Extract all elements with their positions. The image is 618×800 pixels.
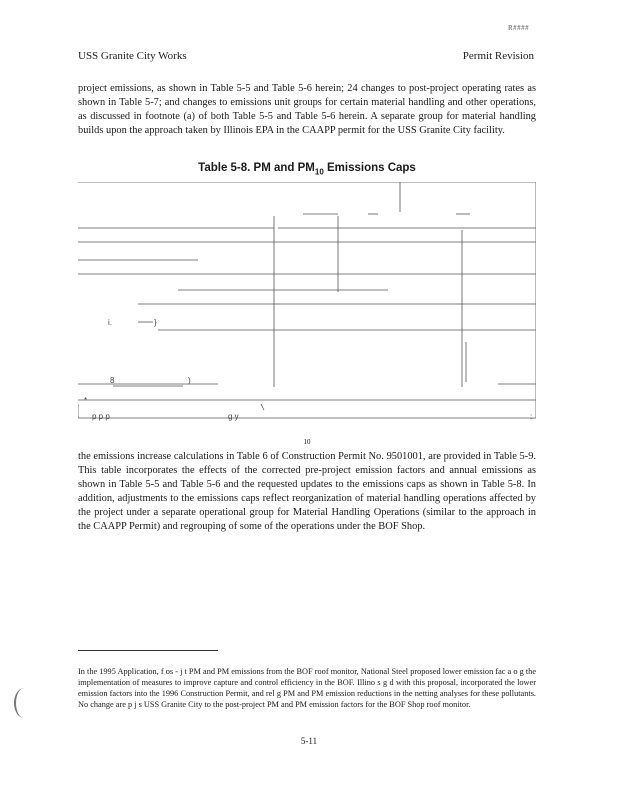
table-caption [78,162,536,176]
footnote: In the 1995 Application, f os - j t PM and PM emissions from the BOF roof monitor, National Steel proposed lower emission fac a o g the implementation of measures to improve capture and control efficiency in the BOF. Illino s g d with this proposal, incorporated the lower emission factors into the 1996 Construction Permit, and rel g PM and PM emission reductions in the netting analyses for these pollutants. No change are p j s USS Granite City to the post-project PM and PM emission factors for the BOF Shop roof monitor. [78,667,536,709]
table-fragment-5: * [84,396,88,405]
header-right: Permit Revision [462,50,534,62]
table-fragment-6: p p p [92,412,110,421]
table-caption-subscript: 10 [314,167,324,177]
body-paragraph-1: project emissions, as shown in Table 5-5 and Table 5-6 herein; 24 changes to post-project operating rates as shown in Table 5-7; and changes to emissions unit groups for certain material handling and other operations, as discussed in footnote (a) of both Table 5-5 and Table 5-6 herein. A separate group for material handling builds upon the approach taken by Illinois EPA in the CAAPP permit for the USS Granite City facility. [78,83,536,136]
header-left: USS Granite City Works [78,50,187,62]
body-paragraph-2 [78,438,536,534]
table-fragment-4: ) [188,376,191,385]
page-number: 5-11 [300,736,318,746]
emissions-caps-table [78,182,536,422]
table-fragment-3: 8 [110,376,115,385]
table-fragment-2: } [154,318,157,327]
table-caption-tail: Emissions Caps [323,162,416,174]
table-caption-main: Table 5-8. PM and PM [198,162,315,174]
scan-margin-mark [14,688,34,718]
table-fragment-7: g y [228,412,239,421]
superscript-marker: 10 [303,438,311,446]
table-grid [78,182,536,422]
table-fragment-1: i. [108,318,112,327]
footnote-separator [78,650,218,651]
table-fragment-8: : [530,412,533,421]
page-stamp: R#### [508,24,530,32]
body-paragraph-2-text: the emissions increase calculations in Table 6 of Construction Permit No. 9501001, are provided in Table 5-9. This table incorporates the effects of the corrected pre-project emission factors and annual emissions as shown in Table 5-5 and Table 5-6 and the requested updates to the emissions caps as shown in Table 5-8. In addition, adjustments to the emissions caps reflect reorganization of material handling operations affected by the project under a separate operational group for Material Handling Operations (similar to the approach in the CAAPP Permit) and regrouping of some of the operations under the BOF Shop. [78,451,536,532]
